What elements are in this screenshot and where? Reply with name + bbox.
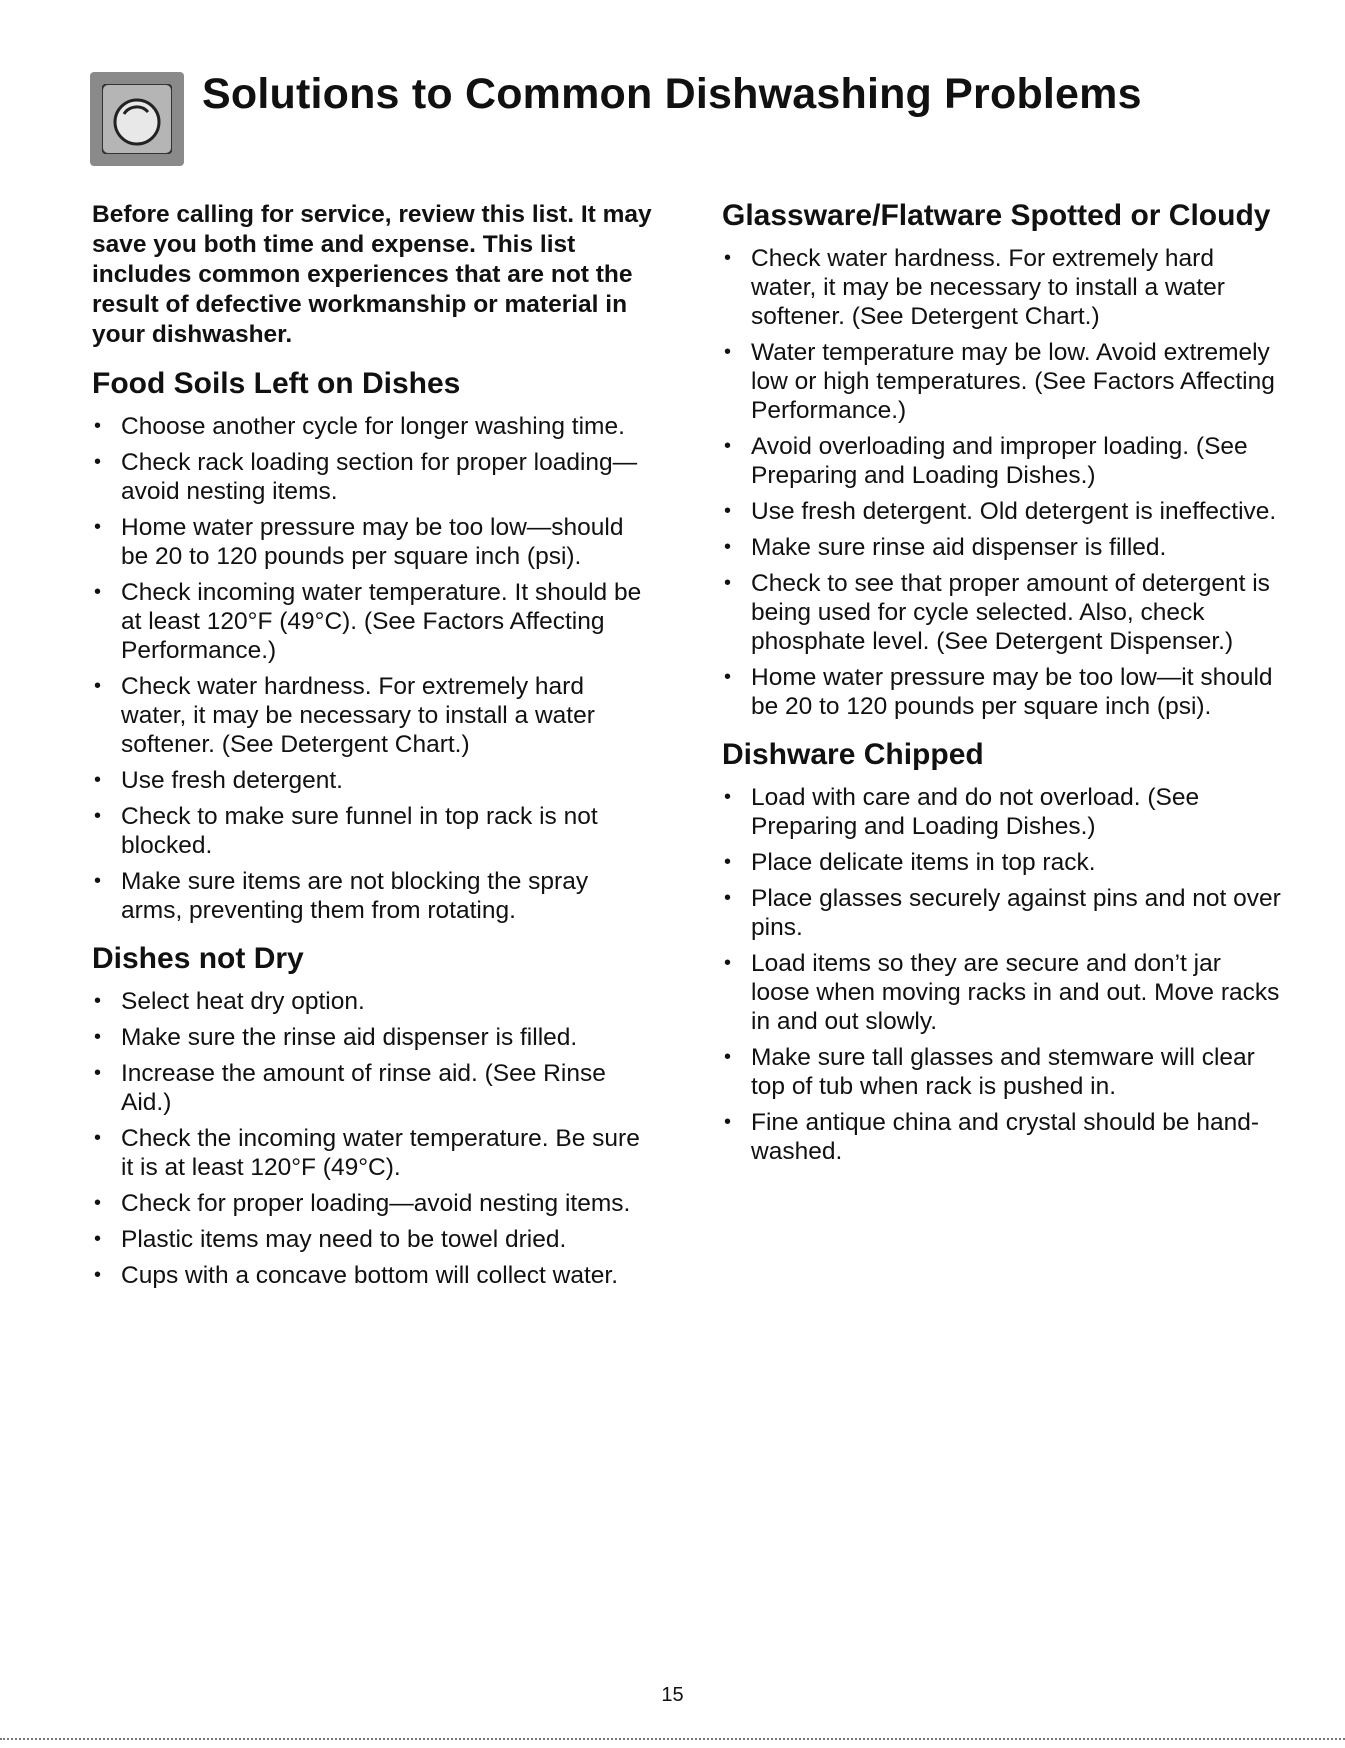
list-item: • Check for proper loading—avoid nesting items.: [92, 1189, 652, 1218]
bullet-list: [92, 987, 652, 1290]
list-item: • Increase the amount of rinse aid. (See Rinse Aid.): [92, 1059, 652, 1117]
list-item: • Avoid overloading and improper loading. (See Preparing and Loading Dishes.): [722, 432, 1282, 490]
list-item: • Fine antique china and crystal should be hand-washed.: [722, 1108, 1282, 1166]
list-item: • Make sure items are not blocking the spray arms, preventing them from rotating.: [92, 867, 652, 925]
list-item: • Water temperature may be low. Avoid extremely low or high temperatures. (See Factors Affecting Performance.): [722, 338, 1282, 425]
list-item: • Place glasses securely against pins and not over pins.: [722, 884, 1282, 942]
right-sections: [722, 198, 1282, 1166]
left-column: [92, 200, 652, 1297]
list-item: • Make sure tall glasses and stemware will clear top of tub when rack is pushed in.: [722, 1043, 1282, 1101]
list-item: • Use fresh detergent. Old detergent is ineffective.: [722, 497, 1282, 526]
list-item: • Plastic items may need to be towel dried.: [92, 1225, 652, 1254]
list-item: • Make sure rinse aid dispenser is filled.: [722, 533, 1282, 562]
list-item: • Home water pressure may be too low—should be 20 to 120 pounds per square inch (psi).: [92, 513, 652, 571]
section-heading: Food Soils Left on Dishes: [92, 367, 461, 400]
list-item: • Check water hardness. For extremely hard water, it may be necessary to install a water softener. (See Detergent Chart.): [92, 672, 652, 759]
left-sections: [92, 366, 652, 1290]
right-column: [722, 198, 1282, 1173]
list-item: • Cups with a concave bottom will collect water.: [92, 1261, 652, 1290]
bottom-divider: [0, 1738, 1345, 1740]
list-item: • Load with care and do not overload. (See Preparing and Loading Dishes.): [722, 783, 1282, 841]
list-item: • Home water pressure may be too low—it should be 20 to 120 pounds per square inch (psi).: [722, 663, 1282, 721]
list-item: • Select heat dry option.: [92, 987, 652, 1016]
page-header: [90, 62, 1290, 172]
intro-text: Before calling for service, review this list. It may save you both time and expense. This list includes common experiences that are not the result of defective workmanship or material in your dishwasher.: [92, 201, 652, 348]
dishwasher-logo-icon: [90, 72, 184, 166]
bullet-list: [92, 412, 652, 925]
section-heading: Dishes not Dry: [92, 942, 304, 975]
section-heading: Glassware/Flatware Spotted or Cloudy: [722, 199, 1271, 232]
page-number: 15: [661, 1684, 684, 1706]
page-title: Solutions to Common Dishwashing Problems: [202, 70, 1142, 118]
list-item: • Check the incoming water temperature. Be sure it is at least 120°F (49°C).: [92, 1124, 652, 1182]
list-item: • Check incoming water temperature. It should be at least 120°F (49°C). (See Factors Affecting Performance.): [92, 578, 652, 665]
bullet-list: [722, 783, 1282, 1166]
list-item: • Place delicate items in top rack.: [722, 848, 1282, 877]
section-heading: Dishware Chipped: [722, 738, 984, 771]
bullet-list: [722, 244, 1282, 721]
list-item: • Make sure the rinse aid dispenser is filled.: [92, 1023, 652, 1052]
list-item: • Check to see that proper amount of detergent is being used for cycle selected. Also, check phosphate level. (See Detergent Dispenser.): [722, 569, 1282, 656]
list-item: • Use fresh detergent.: [92, 766, 652, 795]
list-item: • Choose another cycle for longer washing time.: [92, 412, 652, 441]
list-item: • Check rack loading section for proper loading—avoid nesting items.: [92, 448, 652, 506]
list-item: • Check to make sure funnel in top rack is not blocked.: [92, 802, 652, 860]
list-item: • Check water hardness. For extremely hard water, it may be necessary to install a water softener. (See Detergent Chart.): [722, 244, 1282, 331]
list-item: • Load items so they are secure and don’t jar loose when moving racks in and out. Move racks in and out slowly.: [722, 949, 1282, 1036]
